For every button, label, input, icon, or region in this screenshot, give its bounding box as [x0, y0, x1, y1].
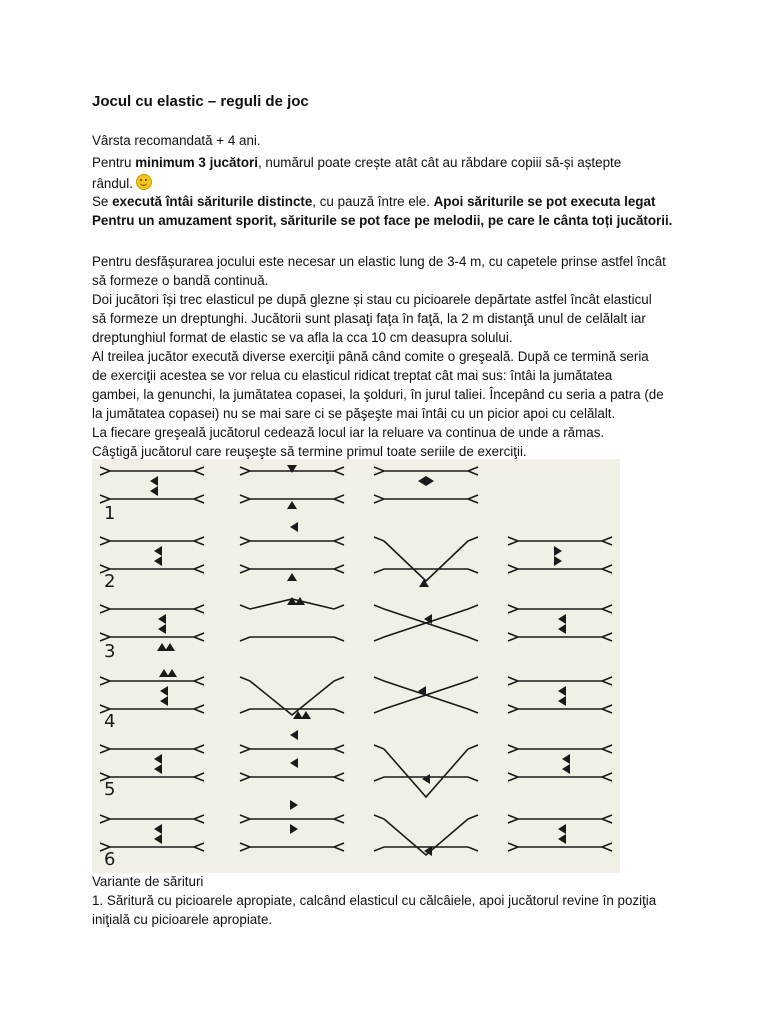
foot-mark — [160, 686, 168, 696]
smiling-face-icon — [136, 174, 152, 190]
foot-mark — [290, 800, 298, 810]
foot-mark — [159, 669, 169, 677]
variants-heading: Variante de sărituri — [92, 874, 204, 889]
elastic-band — [508, 815, 612, 851]
foot-mark — [301, 711, 311, 719]
elastic-band — [100, 605, 204, 641]
elastic-band — [100, 537, 204, 573]
jump-diagram-figure — [92, 459, 620, 873]
foot-mark — [154, 824, 162, 834]
foot-mark — [562, 764, 570, 774]
foot-mark — [287, 501, 297, 509]
foot-mark — [165, 643, 175, 651]
variant-1-line-1: 1. Săritură cu picioarele apropiate, calcând elasticul cu călcâiele, apoi jucătorul revine în poziţia — [92, 893, 657, 908]
elastic-band-pulled — [374, 745, 478, 797]
body-line: Al treilea jucător execută diverse exerciţii până când comite o greşeală. După ce termină seria — [92, 349, 649, 364]
elastic-band-pulled — [374, 537, 478, 581]
foot-mark — [154, 754, 162, 764]
players-bold: minimum 3 jucători — [135, 155, 258, 170]
foot-mark — [290, 730, 298, 740]
foot-mark — [422, 774, 430, 784]
foot-mark — [558, 686, 566, 696]
foot-mark — [160, 696, 168, 706]
body-line: Pentru desfășurarea jocului este necesar un elastic lung de 3-4 m, cu capetele prinse astfel încât — [92, 254, 666, 269]
body-line: de exerciţii acestea se vor relua cu elasticul ridicat treptat cât mai sus: întâi la jumătatea — [92, 368, 613, 383]
foot-mark — [562, 754, 570, 764]
foot-mark — [418, 476, 426, 486]
foot-mark — [157, 643, 167, 651]
row-number: 2 — [104, 571, 116, 592]
elastic-band — [508, 605, 612, 641]
foot-mark — [158, 624, 166, 634]
foot-mark — [158, 614, 166, 624]
elastic-band — [100, 677, 204, 713]
elastic-band-pulled — [374, 815, 478, 855]
body-line: Câştigă jucătorul care reuşeşte să termine primul toate seriile de exerciţii. — [92, 444, 527, 459]
foot-mark — [154, 764, 162, 774]
foot-mark — [558, 696, 566, 706]
row-number: 3 — [104, 641, 116, 662]
fun-line: Pentru un amuzament sporit, săriturile se pot face pe melodii, pe care le cânta toți jucătorii. — [92, 213, 673, 228]
elastic-band — [100, 815, 204, 851]
foot-mark — [554, 546, 562, 556]
foot-mark — [167, 669, 177, 677]
body-line: Doi jucători își trec elasticul pe după glezne și stau cu picioarele depărtate astfel încât elasticul — [92, 292, 652, 307]
exec-bold: execută întâi săriturile distincte — [112, 194, 313, 209]
foot-mark — [558, 614, 566, 624]
foot-mark — [290, 522, 298, 532]
elastic-band — [508, 745, 612, 781]
exec-pre: Se — [92, 194, 113, 209]
elastic-band — [240, 537, 344, 573]
foot-mark — [554, 556, 562, 566]
elastic-band — [508, 677, 612, 713]
foot-mark — [558, 824, 566, 834]
elastic-band — [240, 815, 344, 851]
elastic-band — [508, 537, 612, 573]
foot-mark — [154, 546, 162, 556]
foot-mark — [290, 824, 298, 834]
body-line: la jumătatea copasei) nu se mai sare ci se păşeşte mai întâi cu un picior apoi cu celălalt. — [92, 406, 616, 421]
exec-line — [92, 193, 655, 211]
age-line: Vârsta recomandată + 4 ani. — [92, 133, 261, 148]
page-title: Jocul cu elastic – reguli de joc — [92, 93, 309, 110]
variant-1-line-2: iniţială cu picioarele apropiate. — [92, 912, 273, 927]
elastic-band-pulled — [240, 677, 344, 715]
players-cont: rândul. — [92, 176, 133, 191]
jump-diagram — [92, 459, 620, 873]
body-line: La fiecare greşeală jucătorul cedează locul iar la reluare va continua de unde a rămas. — [92, 425, 605, 440]
elastic-band-crossed — [374, 605, 478, 641]
body-line: să formeze o bandă continuă. — [92, 273, 269, 288]
row-number: 4 — [104, 711, 116, 732]
body-line: gambei, la genunchi, la jumătatea copasei, la şolduri, în jurul taliei. Începând cu seria a patra (de — [92, 387, 664, 402]
elastic-band-pulled — [240, 599, 344, 641]
elastic-band — [100, 745, 204, 781]
foot-mark — [558, 834, 566, 844]
body-line: dreptunghiul format de elastic se va afla la cca 10 cm deasupra solului. — [92, 330, 513, 345]
exec-bold-2: Apoi săriturile se pot executa legat — [433, 194, 656, 209]
row-number: 1 — [104, 503, 116, 524]
foot-mark — [154, 556, 162, 566]
elastic-band — [100, 467, 204, 503]
foot-mark — [426, 476, 434, 486]
row-number: 5 — [104, 779, 116, 800]
body-line: să formeze un dreptunghi. Jucătorii sunt plasaţi faţa în faţă, la 2 m distanţă unul de celălalt iar — [92, 311, 646, 326]
foot-mark — [150, 486, 158, 496]
foot-mark — [287, 573, 297, 581]
foot-mark — [558, 624, 566, 634]
players-pre: Pentru — [92, 155, 136, 170]
row-number: 6 — [104, 849, 116, 870]
players-post: , numărul poate crește atât cât au răbdare copiii să-și aștepte — [257, 155, 622, 170]
foot-mark — [290, 758, 298, 768]
exec-mid: , cu pauză între ele. — [312, 194, 434, 209]
players-cont-line — [92, 174, 152, 193]
players-line — [92, 154, 621, 172]
foot-mark — [150, 476, 158, 486]
foot-mark — [154, 834, 162, 844]
foot-mark — [287, 597, 297, 605]
